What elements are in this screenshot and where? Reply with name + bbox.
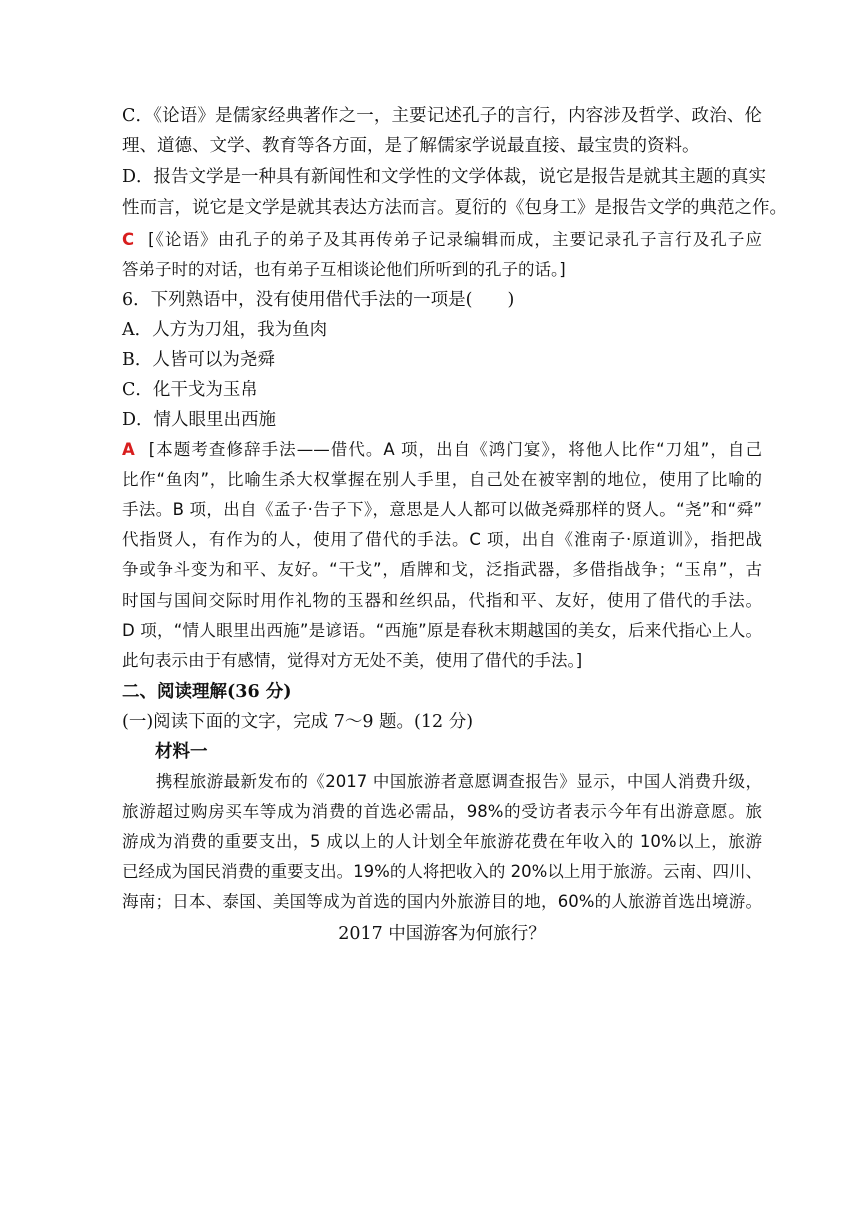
q6-explanation-line-7: D 项，“情人眼里出西施”是谚语。“西施”原是春秋末期越国的美女，后来代指心上人。 xyxy=(122,621,762,640)
q5-option-d-line-1: D．报告文学是一种具有新闻性和文学性的文学体裁，说它是报告是就其主题的真实 xyxy=(122,167,767,187)
q6-explanation-text-1: [本题考查修辞手法——借代。A 项，出自《鸿门宴》，将他人比作“刀俎”，自己 xyxy=(148,440,762,459)
q6-option-b: B．人皆可以为尧舜 xyxy=(122,350,275,370)
q5-explanation-text-1: [《论语》由孔子的弟子及其再传弟子记录编辑而成，主要记录孔子言行及孔子应 xyxy=(148,230,762,249)
q5-explanation-line-2: 答弟子时的对话，也有弟子互相谈论他们所听到的孔子的话。] xyxy=(122,260,566,279)
q6-explanation-line-5: 争或争斗变为和平、友好。“干戈”，盾牌和戈，泛指武器，多借指战争；“玉帛”，古 xyxy=(122,560,762,579)
q6-explanation-line-4: 代指贤人，有作为的人，使用了借代的手法。C 项，出自《淮南子·原道训》，指把战 xyxy=(122,530,762,549)
q6-explanation-line-3: 手法。B 项，出自《孟子·告子下》，意思是人人都可以做尧舜那样的贤人。“尧”和“舜” xyxy=(122,500,762,519)
material-paragraph-line-2: 旅游超过购房买车等成为消费的首选必需品，98%的受访者表示今年有出游意愿。旅 xyxy=(122,802,762,821)
q6-explanation-line-2: 比作“鱼肉”，比喻生杀大权掌握在别人手里，自己处在被宰割的地位，使用了比喻的 xyxy=(122,470,762,489)
q6-answer-explanation-line-1 xyxy=(122,438,762,462)
material-paragraph-line-5: 海南；日本、泰国、美国等成为首选的国内外旅游目的地，60%的人旅游首选出境游。 xyxy=(122,892,762,911)
sub-section-heading: (一)阅读下面的文字，完成 7～9 题。(12 分) xyxy=(122,712,474,732)
q6-option-a: A．人方为刀俎，我为鱼肉 xyxy=(122,320,328,340)
section-heading: 二、阅读理解(36 分) xyxy=(122,682,292,702)
q5-option-c-line-1: C．《论语》是儒家经典著作之一，主要记述孔子的言行，内容涉及哲学、政治、伦 xyxy=(122,106,762,126)
q5-answer-letter: C xyxy=(122,230,135,249)
q6-explanation-line-8: 此句表示由于有感情，觉得对方无处不美，使用了借代的手法。] xyxy=(122,651,583,670)
q6-stem: 6．下列熟语中，没有使用借代手法的一项是( ) xyxy=(122,290,515,310)
q5-answer-explanation-line-1 xyxy=(122,228,762,252)
q6-option-c: C．化干戈为玉帛 xyxy=(122,380,258,400)
material-paragraph-line-4: 已经成为国民消费的重要支出。19%的人将把收入的 20%以上用于旅游。云南、四川、 xyxy=(122,862,762,881)
q5-option-c-line-2: 理、道德、文学、教育等各方面，是了解儒家学说最直接、最宝贵的资料。 xyxy=(122,136,700,156)
material-paragraph-line-1: 携程旅游最新发布的《2017 中国旅游者意愿调查报告》显示，中国人消费升级， xyxy=(122,772,762,791)
q6-explanation-line-6: 时国与国间交际时用作礼物的玉器和丝织品，代指和平、友好，使用了借代的手法。 xyxy=(122,591,762,610)
chart-caption: 2017 中国游客为何旅行？ xyxy=(338,924,546,944)
material-paragraph-line-3: 游成为消费的重要支出，5 成以上的人计划全年旅游花费在年收入的 10%以上，旅游 xyxy=(122,832,762,851)
material-title: 材料一 xyxy=(155,742,208,762)
q6-option-d: D．情人眼里出西施 xyxy=(122,410,277,430)
q6-answer-letter: A xyxy=(122,440,135,459)
q5-option-d-line-2: 性而言，说它是文学是就其表达方法而言。夏衍的《包身工》是报告文学的典范之作。 xyxy=(122,198,787,218)
